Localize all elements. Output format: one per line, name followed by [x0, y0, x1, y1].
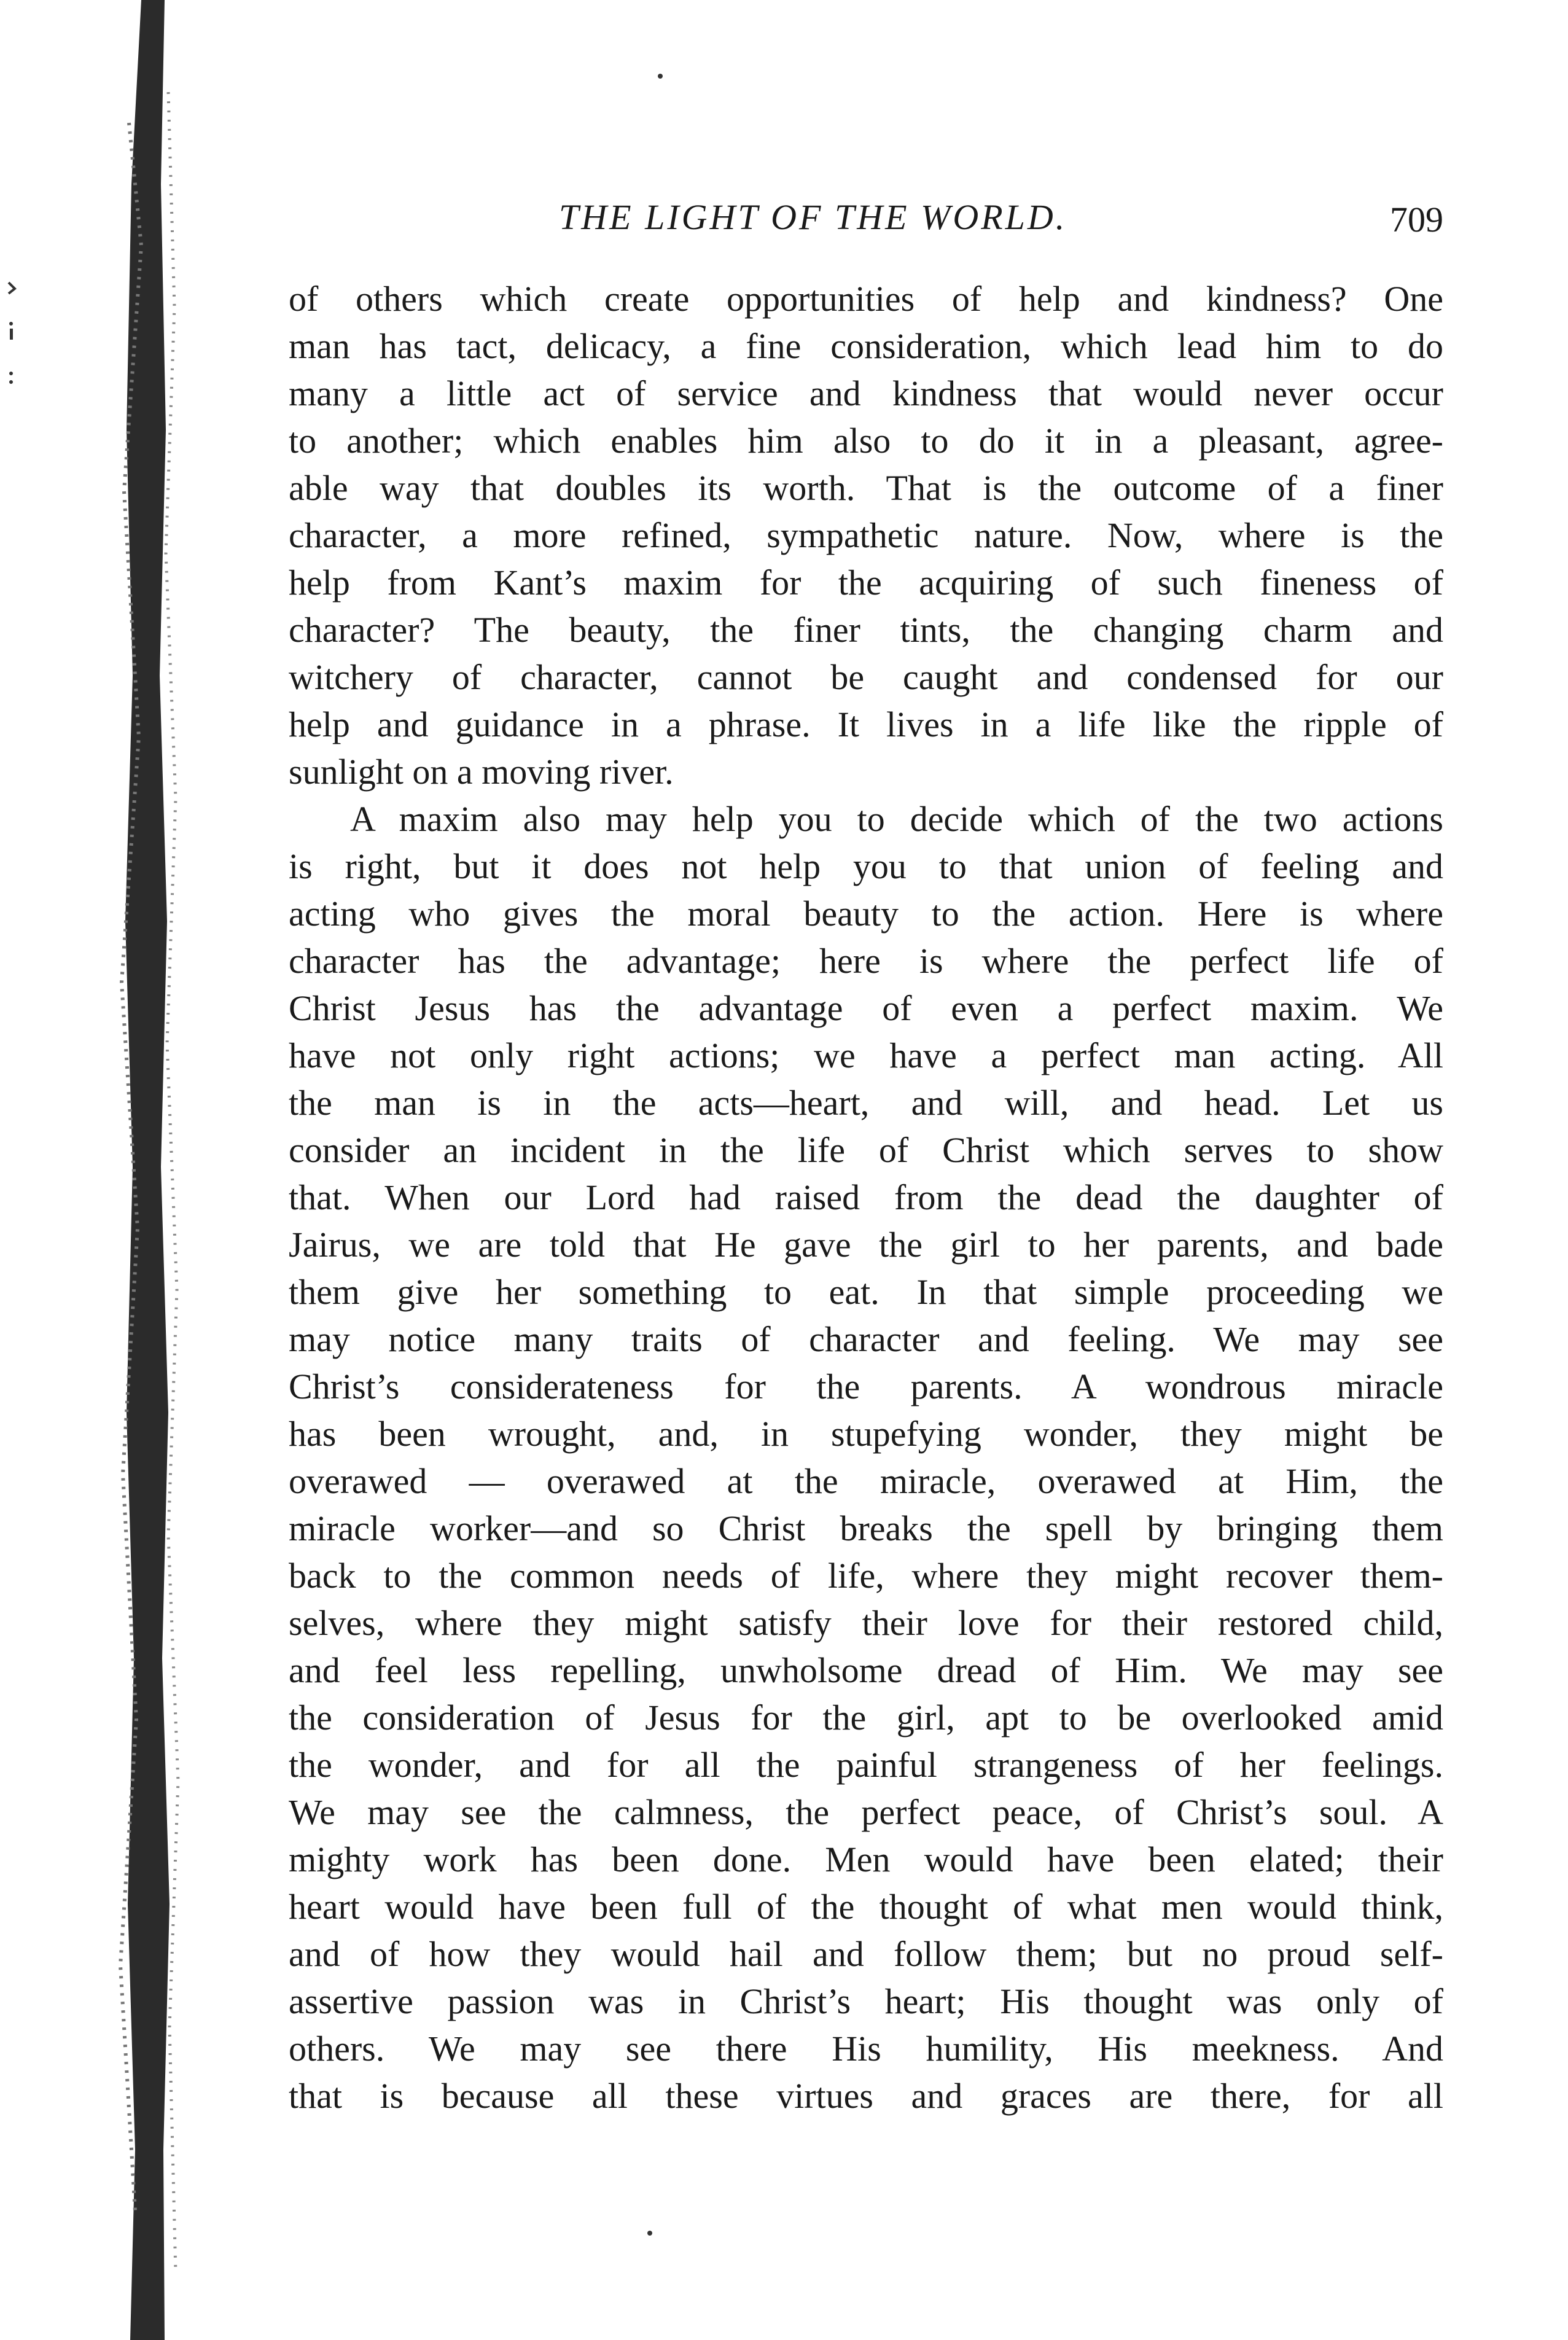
text-line: them give her something to eat. In that simple proceeding we: [289, 1272, 1443, 1312]
text-line: sunlight on a moving river.: [289, 752, 674, 792]
text-line: and of how they would hail and follow them; but no proud self-: [289, 1934, 1443, 1974]
text-line: the man is in the acts—heart, and will, and head. Let us: [289, 1083, 1443, 1123]
text-line: character has the advantage; here is where the perfect life of: [289, 941, 1443, 981]
text-line: the wonder, and for all the painful strangeness of her feelings.: [289, 1745, 1443, 1785]
text-line: miracle worker—and so Christ breaks the spell by bringing them: [289, 1508, 1443, 1548]
running-title: THE LIGHT OF THE WORLD.: [559, 197, 1067, 237]
text-line: man has tact, delicacy, a fine consideration, which lead him to do: [289, 326, 1443, 366]
text-line: have not only right actions; we have a perfect man acting. All: [289, 1035, 1443, 1075]
text-line: mighty work has been done. Men would have been elated; their: [289, 1839, 1443, 1879]
binding-shadow: [92, 0, 197, 2340]
text-line: character? The beauty, the finer tints, the changing charm and: [289, 610, 1443, 650]
text-line: heart would have been full of the thought of what men would think,: [289, 1887, 1443, 1927]
text-line: the consideration of Jesus for the girl, apt to be overlooked amid: [289, 1698, 1443, 1737]
text-line: selves, where they might satisfy their love for their restored child,: [289, 1603, 1443, 1643]
text-line: has been wrought, and, in stupefying wonder, they might be: [289, 1414, 1443, 1454]
text-line: may notice many traits of character and feeling. We may see: [289, 1319, 1443, 1359]
text-line: that is because all these virtues and graces are there, for all: [289, 2076, 1443, 2116]
text-line: Christ Jesus has the advantage of even a perfect maxim. We: [289, 988, 1443, 1028]
text-line: character, a more refined, sympathetic nature. Now, where is the: [289, 515, 1443, 555]
text-line: assertive passion was in Christ’s heart; His thought was only of: [289, 1981, 1443, 2021]
text-line: many a little act of service and kindness that would never occur: [289, 373, 1443, 413]
text-line: others. We may see there His humility, His meekness. And: [289, 2029, 1443, 2069]
text-line: witchery of character, cannot be caught and condensed for our: [289, 657, 1443, 697]
text-line: to another; which enables him also to do it in a pleasant, agree-: [289, 421, 1443, 461]
text-line: help from Kant’s maxim for the acquiring of such fineness of: [289, 563, 1443, 603]
text-line: acting who gives the moral beauty to the action. Here is where: [289, 894, 1443, 934]
bottom-speck: [647, 2231, 652, 2236]
text-line: is right, but it does not help you to that union of feeling and: [289, 846, 1443, 886]
page-number: 709: [1390, 200, 1443, 240]
body-text: [289, 275, 1443, 2120]
text-line: A maxim also may help you to decide which of the two actions: [350, 799, 1443, 839]
text-line: consider an incident in the life of Christ which serves to show: [289, 1130, 1443, 1170]
text-line: of others which create opportunities of help and kindness? One: [289, 279, 1443, 319]
top-speck: [658, 74, 663, 79]
text-line: Christ’s considerateness for the parents. A wondrous miracle: [289, 1367, 1443, 1406]
text-line: back to the common needs of life, where they might recover them-: [289, 1556, 1443, 1596]
text-line: We may see the calmness, the perfect peace, of Christ’s soul. A: [289, 1792, 1443, 1832]
margin-specks: [0, 270, 25, 418]
text-line: Jairus, we are told that He gave the girl to her parents, and bade: [289, 1225, 1443, 1265]
text-line: that. When our Lord had raised from the dead the daughter of: [289, 1177, 1443, 1217]
book-page: [289, 184, 1443, 2120]
page-header: [289, 184, 1443, 252]
text-line: overawed — overawed at the miracle, overawed at Him, the: [289, 1461, 1443, 1501]
text-line: and feel less repelling, unwholsome dread of Him. We may see: [289, 1650, 1443, 1690]
text-line: help and guidance in a phrase. It lives in a life like the ripple of: [289, 704, 1443, 744]
text-line: able way that doubles its worth. That is the outcome of a finer: [289, 468, 1443, 508]
